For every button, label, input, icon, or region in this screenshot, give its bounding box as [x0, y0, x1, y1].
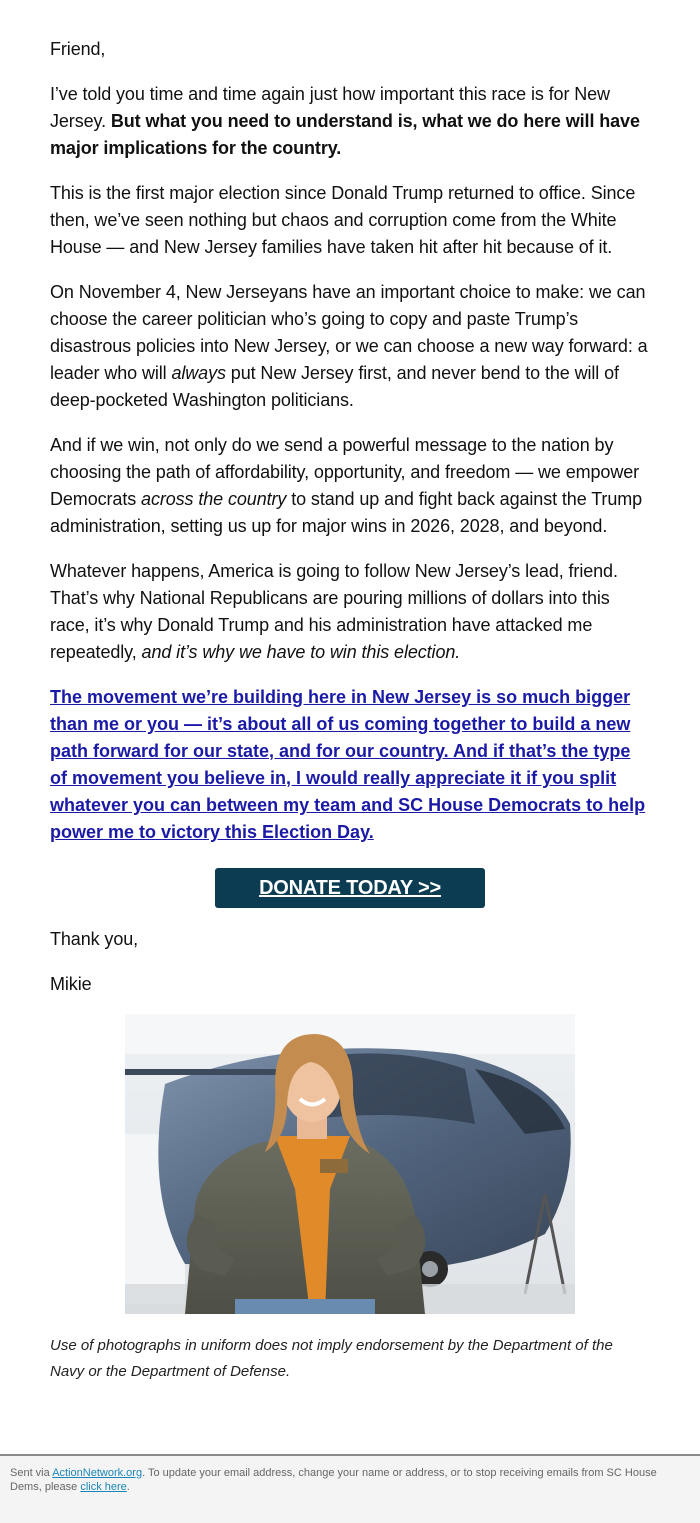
footer-text — [0, 1456, 700, 1494]
footer-suffix: . — [126, 1481, 130, 1493]
signoff: Thank you, — [50, 929, 139, 949]
actionnetwork-link[interactable]: ActionNetwork.org — [52, 1467, 143, 1479]
paragraph-3-text-a: On November 4, New Jerseyans have an important choice to make: we can choose the career politician who’s going to copy and paste Trump’s disastrous policies into New Jersey, or we can choose a new way forward: a leader who will — [50, 282, 648, 383]
paragraph-2: This is the first major election since Donald Trump returned to office. Since then, we’ve seen nothing but chaos and corruption come from the White House — and New Jersey families have taken hit after hit because of it. — [50, 183, 636, 257]
signature: Mikie — [50, 974, 92, 994]
click-here-link[interactable]: click here — [80, 1481, 127, 1493]
paragraph-3 — [50, 279, 650, 414]
paragraph-3-text-c: put New Jersey first, and never bend to the will of deep-pocketed Washington politicians. — [50, 363, 619, 410]
paragraph-4 — [50, 432, 650, 540]
paragraph-5-italic: and it’s why we have to win this election. — [141, 642, 461, 662]
paragraph-3-italic: always — [171, 363, 226, 383]
footer-middle: . To update your email address, change your name or address, or to stop receiving emails from SC House Dems, please — [10, 1467, 657, 1493]
paragraph-4-text-c: to stand up and fight back against the Trump administration, setting us up for major wins in 2026, 2028, and beyond. — [50, 489, 643, 536]
email-body — [50, 36, 650, 1016]
photo-disclaimer: Use of photographs in uniform does not imply endorsement by the Department of the Navy or the Department of Defense. — [50, 1337, 613, 1380]
footer-prefix: Sent via — [10, 1467, 53, 1479]
candidate-photo[interactable] — [125, 1014, 575, 1314]
paragraph-5-text-a: Whatever happens, America is going to follow New Jersey’s lead, friend. That’s why National Republicans are pouring millions of dollars into this race, it’s why Donald Trump and his administration have attacked me repeatedly, — [50, 561, 618, 662]
paragraph-1-text: I’ve told you time and time again just how important this race is for New Jersey. — [50, 84, 610, 131]
donate-link-paragraph[interactable]: The movement we’re building here in New Jersey is so much bigger than me or you — it’s about all of us coming together to build a new path forward for our state, and for our country. And if that’s the type of movement you believe in, I would really appreciate it if you split whatever you can between my team and SC House Democrats to help power me to victory this Election Day. — [50, 687, 646, 842]
paragraph-1 — [50, 81, 650, 162]
paragraph-1-bold: But what you need to understand is, what we do here will have major implications for the country. — [50, 111, 640, 158]
donate-button-wrap — [50, 868, 650, 908]
candidate-photo-illustration — [125, 1014, 575, 1314]
paragraph-4-text-a: And if we win, not only do we send a powerful message to the nation by choosing the path of affordability, opportunity, and freedom — we empower Democrats — [50, 435, 640, 509]
email-footer — [0, 1454, 700, 1523]
greeting: Friend, — [50, 39, 106, 59]
paragraph-5 — [50, 558, 650, 666]
donate-button[interactable]: DONATE TODAY >> — [215, 868, 485, 908]
paragraph-4-italic: across the country — [141, 489, 287, 509]
